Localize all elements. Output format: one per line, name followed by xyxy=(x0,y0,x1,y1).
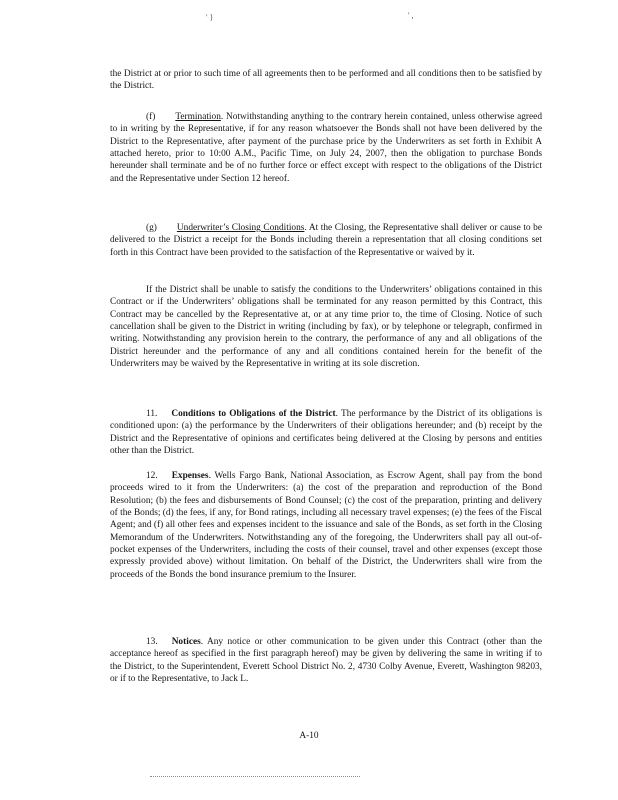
section-11 xyxy=(110,408,542,457)
section-heading: Notices xyxy=(171,637,201,647)
scan-mark-left: ' } xyxy=(206,13,214,22)
clause-number: (f) xyxy=(146,112,156,122)
section-number: 13. xyxy=(146,637,158,647)
clause-body: . At the Closing, the Representative shall deliver or cause to be delivered to the District a receipt for the Bonds including therein a representation that all closing conditions set forth in this Contract have been provided to the satisfaction of the Representative or waived by it. xyxy=(110,223,542,258)
paragraph-closing-conditions xyxy=(110,222,542,259)
section-body: . Wells Fargo Bank, National Association, as Escrow Agent, shall pay from the bond proceeds wired to it from the Underwriters: (a) the cost of the preparation and reproduction of the Bond Resolution; (b) the fees and disbursements of Bond Counsel; (c) the cost of the preparation, printing and delivery of the Bonds; (d) the fees, if any, for Bond ratings, including all necessary travel expenses; (e) the fees of the Fiscal Agent; and (f) all other fees and expenses incident to the issuance and sale of the Bonds, as set forth in the Closing Memorandum of the Underwriters. Notwithstanding any of the foregoing, the Underwriters shall pay all out-of-pocket expenses of the Underwriters, including the costs of their counsel, travel and other expenses (except those expressly provided above) without limitation. On behalf of the District, the Underwriters shall wire from the proceeds of the Bonds the bond insurance premium to the Insurer. xyxy=(110,471,542,580)
clause-heading: Underwriter’s Closing Conditions xyxy=(176,223,305,233)
paragraph-cancellation: If the District shall be unable to satisfy the conditions to the Underwriters’ obligations contained in this Contract or if the Underwriters’ obligations shall be terminated for any reason permitted by this Contract, this Contract may be cancelled by the Representative at, or at any time prior to, the time of Closing. Notice of such cancellation shall be given to the District in writing (including by fax), or by telephone or telegraph, confirmed in writing. Notwithstanding any provision herein to the contrary, the performance of any and all obligations of the District hereunder and the performance of any and all conditions contained herein for the benefit of the Underwriters may be waived by the Representative in writing at its sole discretion. xyxy=(110,285,542,370)
page-number: A-10 xyxy=(299,731,319,741)
clause-heading: Termination xyxy=(175,112,221,122)
paragraph-termination xyxy=(110,111,542,185)
clause-body: . Notwithstanding anything to the contrary herein contained, unless otherwise agreed to in writing by the Representative, if for any reason whatsoever the Bonds shall not have been delivered by the District to the Representative, after payment of the purchase price by the Underwriters as set forth in Exhibit A attached hereto, prior to 10:00 A.M., Pacific Time, on July 24, 2007, then the obligation to purchase Bonds hereunder shall terminate and be of no further force or effect except with respect to the obligations of the District and the Representative under Section 12 hereof. xyxy=(110,112,542,184)
section-number: 12. xyxy=(146,471,158,481)
section-heading: Conditions to Obligations of the District xyxy=(171,409,336,419)
section-13 xyxy=(110,636,542,685)
scan-artifact-line xyxy=(150,776,360,777)
clause-number: (g) xyxy=(146,223,157,233)
section-heading: Expenses xyxy=(171,471,209,481)
section-body: . Any notice or other communication to be given under this Contract (other than the acceptance hereof as specified in the first paragraph hereof) may be given by delivering the same in writing if to the District, to the Superintendent, Everett School District No. 2, 4730 Colby Avenue, Everett, Washington 98203, or if to the Representative, to Jack L. xyxy=(110,637,542,685)
paragraph-intro: the District at or prior to such time of all agreements then to be performed and all conditions then to be satisfied by the District. xyxy=(110,69,542,92)
scan-mark-right: ' , xyxy=(408,11,414,20)
section-12 xyxy=(110,470,542,581)
section-number: 11. xyxy=(146,409,158,419)
section-body: . The performance by the District of its obligations is conditioned upon: (a) the performance by the Underwriters of their obligations hereunder; and (b) receipt by the District and the Representative of opinions and certificates being delivered at the Closing by persons and entities other than the District. xyxy=(110,409,542,457)
